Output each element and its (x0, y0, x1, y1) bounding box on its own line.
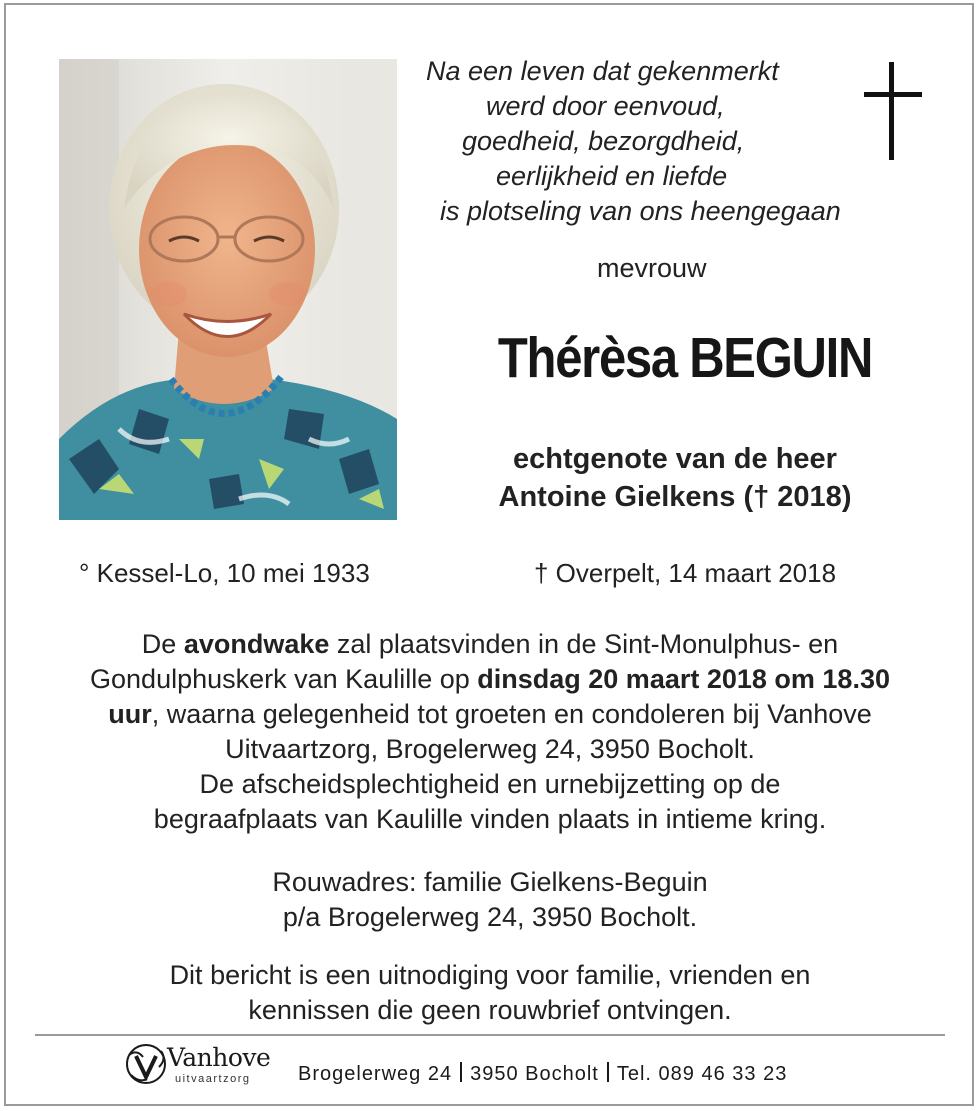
mourning-address (40, 865, 940, 935)
wake-paragraph: De avondwake zal plaatsvinden in de Sint-Monulphus- en Gondulphuskerk van Kaulille op dinsdag 20 maart 2018 om 18.30 uur, waarna gelegenheid tot groeten en condoleren bij Vanhove Uitvaartzorg, Brogelerweg 24, 3950 Bocholt. (90, 629, 890, 764)
logo-name: Vanhove (167, 1043, 271, 1072)
poem-line: goedheid, bezorgdheid, (462, 126, 745, 156)
notice-line: Dit bericht is een uitnodiging voor familie, vrienden en (169, 960, 811, 990)
poem-line: is plotseling van ons heengegaan (440, 196, 841, 226)
ceremony-line: begraafplaats van Kaulille vinden plaats in intieme kring. (153, 804, 827, 834)
footer-divider (35, 1034, 945, 1036)
address-line: p/a Brogelerweg 24, 3950 Bocholt. (282, 902, 698, 932)
poem-line: werd door eenvoud, (486, 91, 725, 121)
address-line: Rouwadres: familie Gielkens-Beguin (272, 867, 708, 897)
honorific: mevrouw (597, 253, 707, 283)
notice-line: kennissen die geen rouwbrief ontvingen. (248, 995, 732, 1025)
birth-date: ° Kessel-Lo, 10 mei 1933 (79, 558, 370, 588)
footer-separator (460, 1062, 462, 1082)
footer-city: 3950 Bocholt (470, 1063, 599, 1085)
poem-line: eerlijkheid en liefde (496, 161, 728, 191)
logo-mark-icon (123, 1041, 169, 1087)
footer-phone: Tel. 089 46 33 23 (616, 1063, 788, 1085)
portrait-photo (59, 59, 397, 520)
vanhove-logo (123, 1041, 293, 1089)
ceremony-line: De afscheidsplechtigheid en urnebijzetting op de (199, 769, 781, 799)
spouse-line: Antoine Gielkens († 2018) (498, 481, 852, 513)
footer-contact (298, 1062, 787, 1086)
footer-address: Brogelerweg 24 (298, 1063, 453, 1085)
death-date: † Overpelt, 14 maart 2018 (534, 558, 837, 588)
deceased-name: Thérèsa BEGUIN (497, 326, 873, 390)
invitation-notice (40, 958, 940, 1028)
wake-emphasis: avondwake (183, 629, 330, 659)
spouse-line: echtgenote van de heer (513, 443, 837, 475)
cross-icon (864, 62, 922, 160)
footer-separator (607, 1062, 609, 1082)
wake-datetime: dinsdag 20 maart 2018 om 18.30 uur (108, 664, 890, 729)
spouse-info (430, 440, 920, 516)
announcement (40, 627, 940, 837)
logo-subtitle: uitvaartzorg (175, 1073, 251, 1085)
poem-line: Na een leven dat gekenmerkt (426, 56, 779, 86)
